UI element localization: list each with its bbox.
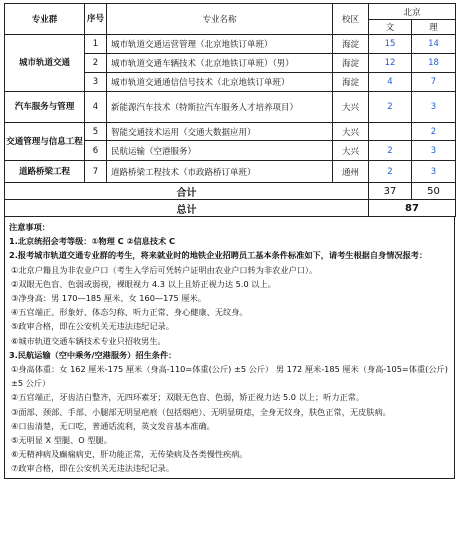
row-seq: 2	[85, 54, 107, 73]
row-seq: 6	[85, 141, 107, 161]
row-campus: 海淀	[333, 54, 369, 73]
row-science: 3	[412, 141, 456, 161]
subtotal-science: 50	[412, 183, 456, 200]
requirement-5: ⑤政审合格，即在公安机关无违法违纪记录。	[11, 321, 174, 332]
requirement-2: ②双眼无色盲、色弱或弱视，裸眼视力 4.3 以上且矫正视力达 5.0 以上。	[11, 278, 276, 289]
table-row	[5, 35, 456, 54]
note-2: 2.报考城市轨道交通专业群的考生，将来就业时的地铁企业招聘员工基本条件标准如下，请考生根据自身情况报考：	[9, 250, 428, 261]
row-arts: 2	[369, 161, 412, 183]
group-cell: 道路桥梁工程	[5, 161, 85, 183]
row-science: 3	[412, 161, 456, 183]
subtotal-row	[5, 183, 456, 200]
notes-title: 注意事项：	[9, 222, 50, 232]
row-arts: 2	[369, 92, 412, 123]
aviation-condition-7: ⑦政审合格，即在公安机关无违法违纪记录。	[11, 463, 174, 474]
aviation-condition-6: ⑥无精神病及癫痫病史，肝功能正常，无传染病及各类慢性疾病。	[11, 449, 248, 460]
row-seq: 4	[85, 92, 107, 123]
subtotal-arts: 37	[369, 183, 412, 200]
row-arts: 15	[369, 35, 412, 54]
row-campus: 海淀	[333, 73, 369, 92]
enrollment-plan-table	[4, 3, 456, 217]
row-campus: 海淀	[333, 35, 369, 54]
group-cell: 交通管理与信息工程	[5, 123, 85, 161]
note-1: 1.北京统招会考等级：①物理 C ②信息技术 C	[9, 236, 176, 247]
header-group: 专业群	[5, 4, 85, 35]
header-science: 理	[412, 20, 456, 35]
notes-section	[4, 217, 455, 479]
row-science: 7	[412, 73, 456, 92]
row-campus: 大兴	[333, 141, 369, 161]
total-value: 87	[369, 200, 456, 217]
row-science: 14	[412, 35, 456, 54]
table-row	[5, 161, 456, 183]
row-seq: 1	[85, 35, 107, 54]
row-campus: 大兴	[333, 92, 369, 123]
row-science: 3	[412, 92, 456, 123]
row-campus: 通州	[333, 161, 369, 183]
document-page	[4, 3, 455, 536]
table-header-row	[5, 4, 456, 20]
aviation-condition-2: ②五官端正，牙齿洁白整齐，无四环素牙；双眼无色盲、色弱，矫正视力达 5.0 以上；听力正常。	[11, 392, 365, 403]
header-seq: 序号	[85, 4, 107, 35]
header-major: 专业名称	[107, 4, 333, 35]
row-seq: 5	[85, 123, 107, 141]
row-major: 城市轨道交通运营管理（北京地铁订单班）	[107, 35, 333, 54]
group-cell: 城市轨道交通	[5, 35, 85, 92]
row-seq: 7	[85, 161, 107, 183]
row-major: 城市轨道交通通信信号技术（北京地铁订单班）	[107, 73, 333, 92]
total-row	[5, 200, 456, 217]
row-major: 新能源汽车技术（特斯拉汽车服务人才培养项目）	[107, 92, 333, 123]
requirement-1: ①北京户籍且为非农业户口（考生入学后可凭转户证明由农业户口转为非农业户口）。	[11, 264, 318, 275]
subtotal-label: 合计	[5, 183, 369, 200]
group-cell: 汽车服务与管理	[5, 92, 85, 123]
row-campus: 大兴	[333, 123, 369, 141]
row-seq: 3	[85, 73, 107, 92]
requirement-4: ④五官端正、形象好、体态匀称、听力正常、身心健康、无纹身。	[11, 307, 248, 318]
table-row	[5, 92, 456, 123]
aviation-condition-4: ④口齿清楚，无口吃，普通话流利，英文发音基本准确。	[11, 420, 215, 431]
row-major: 民航运输（空港服务）	[107, 141, 333, 161]
row-major: 智能交通技术运用（交通大数据应用）	[107, 123, 333, 141]
row-arts: 2	[369, 141, 412, 161]
header-campus: 校区	[333, 4, 369, 35]
row-major: 城市轨道交通车辆技术（北京地铁订单班）（男）	[107, 54, 333, 73]
total-label: 总计	[5, 200, 369, 217]
row-major: 道路桥梁工程技术（市政路桥订单班）	[107, 161, 333, 183]
aviation-condition-3: ③面部、颈部、手部、小腿部无明显疤痕（包括烟疤）、无明显斑痣，全身无纹身，肤色正常，无皮肤病。	[11, 406, 391, 417]
note-3: 3.民航运输（空中乘务/空港服务）招生条件：	[9, 349, 177, 360]
row-science: 2	[412, 123, 456, 141]
row-arts: 4	[369, 73, 412, 92]
header-arts: 文	[369, 20, 412, 35]
requirement-6: ⑥城市轨道交通车辆技术专业只招收男生。	[11, 335, 166, 346]
row-arts: 12	[369, 54, 412, 73]
row-science: 18	[412, 54, 456, 73]
header-region: 北京	[369, 4, 456, 20]
row-arts	[369, 123, 412, 141]
table-row	[5, 123, 456, 141]
aviation-condition-5: ⑤无明显 X 型腿、O 型腿。	[11, 435, 112, 446]
requirement-3: ③净身高：男 170—185 厘米、女 160—175 厘米。	[11, 293, 206, 304]
aviation-condition-1: ①身高体重：女 162 厘米-175 厘米（身高-110=体重(公斤) ±5 公斤） 男 172 厘米-185 厘米（身高-105=体重(公斤) ±5 公斤）	[11, 364, 448, 389]
